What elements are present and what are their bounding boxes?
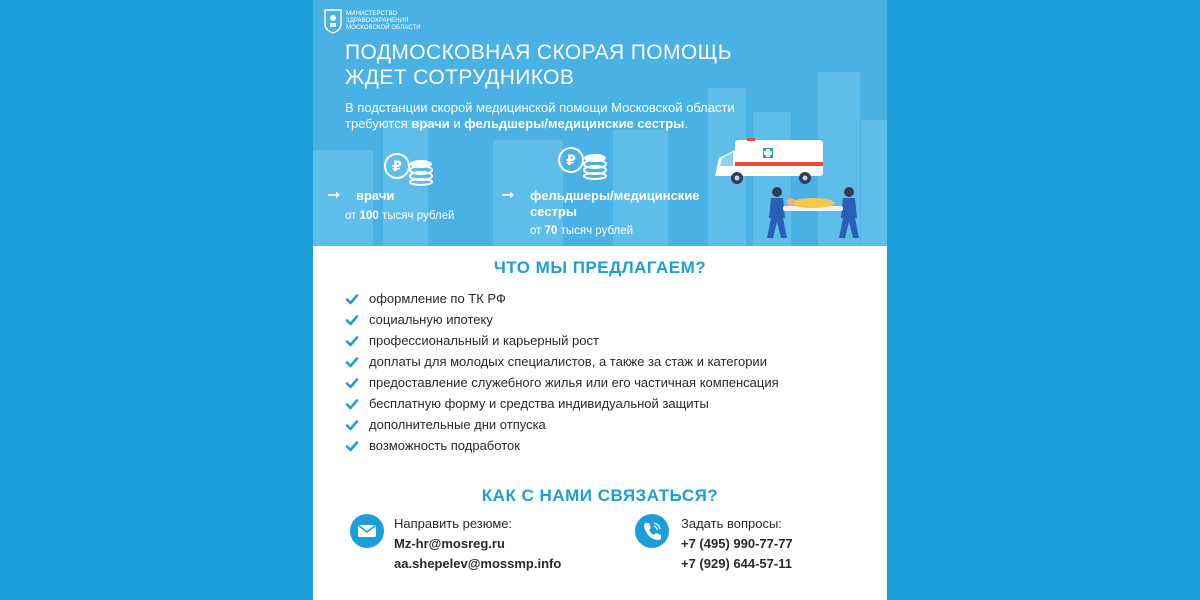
- title-line: ПОДМОСКОВНАЯ СКОРАЯ ПОМОЩЬ: [345, 41, 732, 64]
- phone-link[interactable]: +7 (495) 990-77-77: [681, 536, 793, 551]
- ministry-line: ЗДРАВООХРАНЕНИЯ: [346, 18, 409, 24]
- subtitle-text: В подстанции скорой медицинской помощи Московской области: [345, 100, 735, 115]
- offer-item-text: социальную ипотеку: [369, 312, 493, 327]
- check-icon: [345, 355, 359, 369]
- phone-link[interactable]: +7 (929) 644-57-11: [681, 556, 792, 571]
- arrow-icon: ➞: [327, 187, 341, 204]
- salary-paramedics-title: фельдшеры/медицинские сестры: [530, 188, 700, 219]
- subtitle-text: и: [449, 116, 465, 131]
- envelope-icon: [350, 514, 384, 548]
- salary-doctors-amount: от 100 тысяч рублей: [345, 210, 455, 222]
- offer-item: [345, 334, 885, 348]
- email-link[interactable]: Mz-hr@mosreg.ru: [394, 536, 505, 551]
- offer-item: [345, 439, 885, 453]
- header-banner: [313, 0, 887, 246]
- check-icon: [345, 292, 359, 306]
- offer-item: [345, 418, 885, 432]
- subtitle-bold-doctors: врачи: [411, 116, 450, 131]
- offer-item-text: бесплатную форму и средства индивидуальной защиты: [369, 396, 709, 411]
- emblem-icon: [323, 8, 343, 34]
- offer-item-text: предоставление служебного жилья или его частичная компенсация: [369, 375, 779, 390]
- offers-list: [345, 292, 885, 460]
- paramedics-stretcher-icon: [763, 184, 863, 240]
- salary-paramedics-amount: от 70 тысяч рублей: [530, 225, 634, 237]
- arrow-icon: ➞: [501, 187, 515, 204]
- ambulance-icon: [713, 136, 825, 186]
- subtitle: [345, 100, 875, 132]
- check-icon: [345, 376, 359, 390]
- offer-item: [345, 397, 885, 411]
- offer-item: [345, 376, 885, 390]
- poster: [313, 0, 887, 600]
- coins-icon: [557, 146, 609, 180]
- skyline-building: [861, 120, 887, 246]
- subtitle-bold-paramedics: фельдшеры/медицинские сестры: [464, 116, 685, 131]
- subtitle-text: .: [684, 116, 688, 131]
- resume-label: Направить резюме:: [394, 516, 513, 531]
- phone-icon: [635, 514, 669, 548]
- offer-item-text: возможность подработок: [369, 438, 520, 453]
- offers-heading: ЧТО МЫ ПРЕДЛАГАЕМ?: [493, 258, 707, 277]
- offer-item-text: профессиональный и карьерный рост: [369, 333, 599, 348]
- check-icon: [345, 313, 359, 327]
- subtitle-text: требуются: [345, 116, 412, 131]
- offer-item: [345, 292, 885, 306]
- salary-doctors-title: врачи: [356, 188, 395, 203]
- offer-item-text: оформление по ТК РФ: [369, 291, 506, 306]
- check-icon: [345, 439, 359, 453]
- email-link[interactable]: aa.shepelev@mossmp.info: [394, 556, 562, 571]
- offer-item: [345, 355, 885, 369]
- contact-heading: КАК С НАМИ СВЯЗАТЬСЯ?: [481, 486, 719, 505]
- questions-label: Задать вопросы:: [681, 516, 782, 531]
- svg-text:₽: ₽: [566, 153, 576, 169]
- check-icon: [345, 334, 359, 348]
- check-icon: [345, 397, 359, 411]
- ministry-line: МОСКОВСКОЙ ОБЛАСТИ: [346, 25, 421, 31]
- title-line: ЖДЕТ СОТРУДНИКОВ: [345, 66, 575, 89]
- ministry-name: [346, 11, 466, 32]
- check-icon: [345, 418, 359, 432]
- offer-item: [345, 313, 885, 327]
- offer-item-text: дополнительные дни отпуска: [369, 417, 546, 432]
- coins-icon: [383, 152, 435, 186]
- offer-item-text: доплаты для молодых специалистов, а также за стаж и категории: [369, 354, 767, 369]
- ministry-line: МИНИСТЕРСТВО: [346, 11, 398, 17]
- svg-text:₽: ₽: [392, 159, 402, 175]
- page-title: [345, 40, 865, 90]
